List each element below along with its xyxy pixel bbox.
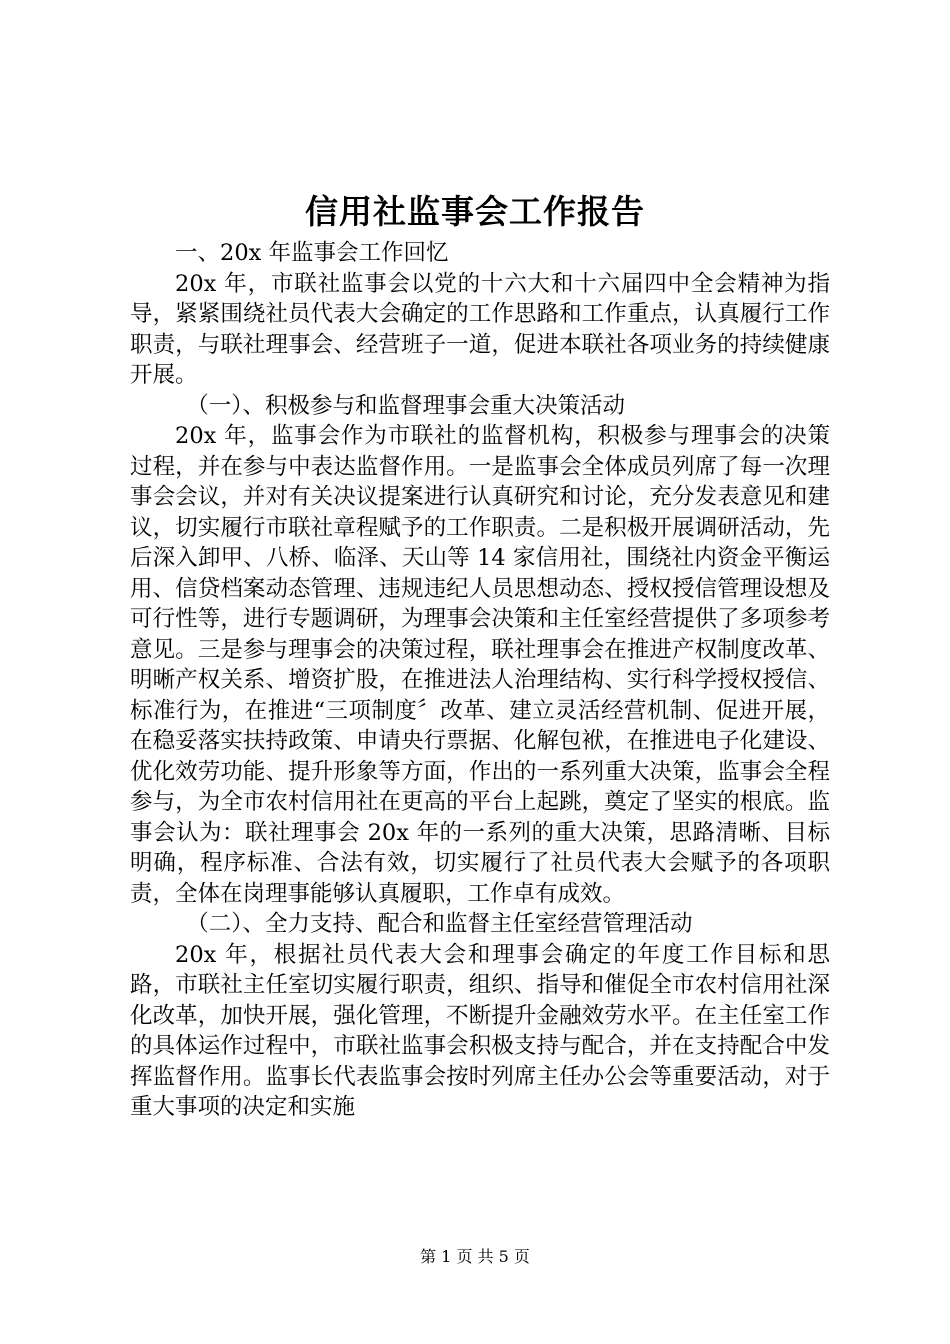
paragraph: 20x 年，市联社监事会以党的十六大和十六届四中全会精神为指导，紧紧围绕社员代表大会确定的工作思路和工作重点，认真履行工作职责，与联社理事会、经营班子一道，促进本联社各项业务的持续健康开展。 (130, 270, 830, 388)
subsection-heading: （一）、积极参与和监督理事会重大决策活动 (186, 392, 626, 419)
page-number-footer: 第 1 页 共 5 页 (420, 1247, 530, 1266)
paragraph: 20x 年，监事会作为市联社的监督机构，积极参与理事会的决策过程，并在参与中表达监督作用。一是监事会全体成员列席了每一次理事会会议，并对有关决议提案进行认真研究和讨论，充分发表意见和建议，切实履行市联社章程赋予的工作职责。二是积极开展调研活动，先后深入卸甲、八桥、临泽、天山等 14 家信用社，围绕社内资金平衡运用、信贷档案动态管理、违规违纪人员思想动态、授权授信管理设想及可行性等，进行专题调研，为理事会决策和主任室经营提供了多项参考意见。三是参与理事会的决策过程，联社理事会在推进产权制度改革、明晰产权关系、增资扩股，在推进法人治理结构、实行科学授权授信、标准行为，在推进“三项制度〞改革、建立灵活经营机制、促进开展，在稳妥落实扶持政策、申请央行票据、化解包袱，在推进电子化建设、优化效劳功能、提升形象等方面，作出的一系列重大决策，监事会全程参与，为全市农村信用社在更高的平台上起跳，奠定了坚实的根底。监事会认为：联社理事会 20x 年的一系列的重大决策，思路清晰、目标明确，程序标准、合法有效，切实履行了社员代表大会赋予的各项职责，全体在岗理事能够认真履职，工作卓有成效。 (130, 423, 830, 907)
subsection-heading: （二）、全力支持、配合和监督主任室经营管理活动 (186, 911, 693, 937)
paragraph: 20x 年，根据社员代表大会和理事会确定的年度工作目标和思路，市联社主任室切实履行职责，组织、指导和催促全市农村信用社深化改革，加快开展，强化管理，不断提升金融效劳水平。在主任室工作的具体运作过程中，市联社监事会积极支持与配合，并在支持配合中发挥监督作用。监事长代表监事会按时列席主任办公会等重要活动，对于重大事项的决定和实施 (130, 941, 830, 1120)
document-body (130, 238, 830, 1123)
document-title: 信用社监事会工作报告 (305, 192, 645, 231)
section-heading: 一、20x 年监事会工作回忆 (175, 240, 449, 266)
